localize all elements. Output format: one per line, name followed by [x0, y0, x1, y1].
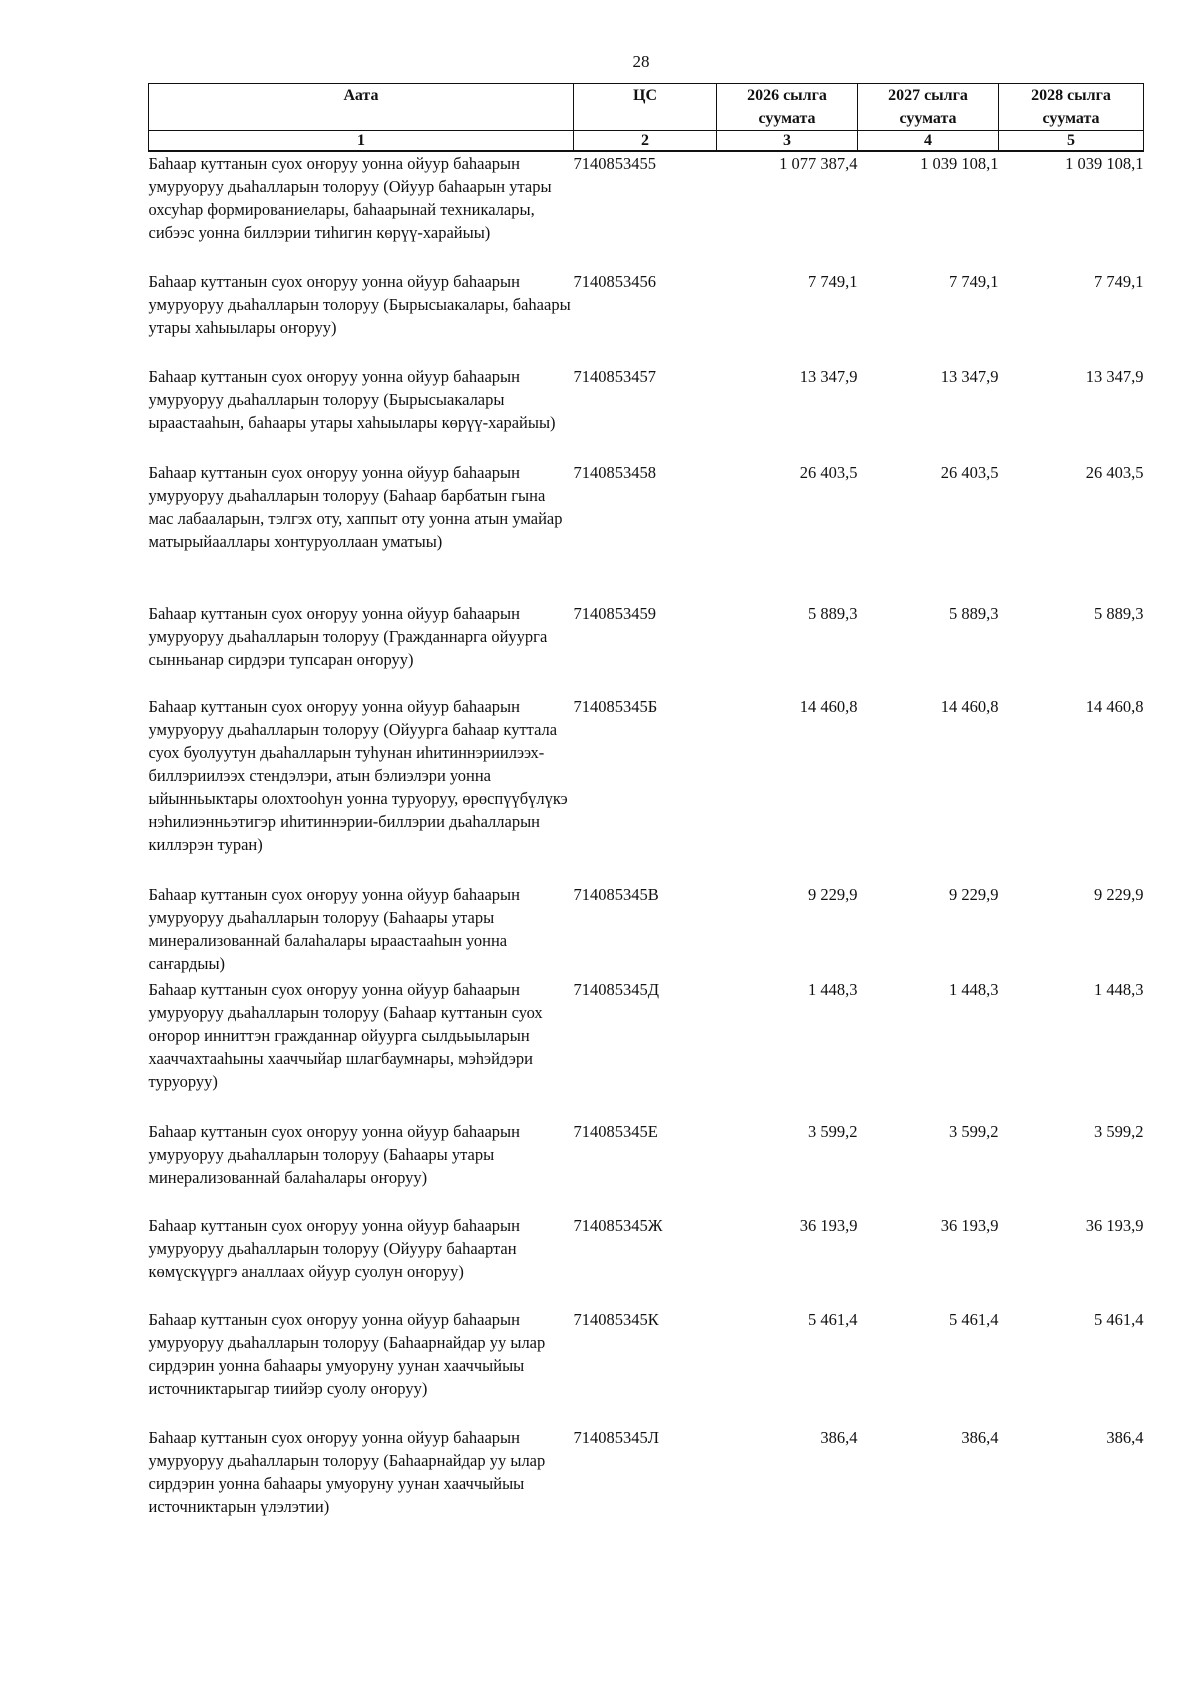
row-value-2027: 5 461,4 — [949, 1310, 999, 1329]
table-row — [149, 695, 1144, 883]
row-code: 7140853455 — [573, 154, 656, 173]
row-value-2028: 26 403,5 — [1085, 463, 1144, 482]
row-value-2027: 9 229,9 — [949, 885, 999, 904]
row-value-2028: 5 461,4 — [1094, 1310, 1144, 1329]
column-number: 2 — [574, 131, 717, 152]
table-row — [149, 1426, 1144, 1522]
row-code: 714085345К — [573, 1310, 659, 1329]
row-name: Баһаар куттанын суох оҥоруу уонна ойуур баһаарын умуруоруу дьаһалларын толоруу (Баһаарнайдар уу ылар сирдэрин уонна баһаары умуоруну уунан хааччыйыы источниктарын үлэлэтии) — [148, 1428, 546, 1516]
row-value-2027: 3 599,2 — [949, 1122, 999, 1141]
row-value-2026: 5 461,4 — [808, 1310, 858, 1329]
header-row — [149, 84, 1144, 131]
column-number-row — [149, 131, 1144, 152]
row-value-2027: 36 193,9 — [940, 1216, 999, 1235]
row-value-2028: 5 889,3 — [1094, 604, 1144, 623]
column-number: 5 — [999, 131, 1144, 152]
row-code: 7140853457 — [573, 367, 656, 386]
table-row — [149, 365, 1144, 461]
row-code: 714085345В — [573, 885, 659, 904]
row-value-2028: 13 347,9 — [1085, 367, 1144, 386]
row-value-2026: 13 347,9 — [799, 367, 858, 386]
row-value-2028: 9 229,9 — [1094, 885, 1144, 904]
row-name: Баһаар куттанын суох оҥоруу уонна ойуур баһаарын умуруоруу дьаһалларын толоруу (Бырысыакалары ыраастааһын, баһаары утары хаһыылары көрүү-харайыы) — [148, 367, 556, 432]
row-name: Баһаар куттанын суох оҥоруу уонна ойуур баһаарын умуруоруу дьаһалларын толоруу (Баһаары утары минерализованнай балаһалары оҥоруу) — [148, 1122, 520, 1187]
row-value-2027: 1 448,3 — [949, 980, 999, 999]
header-2028: 2028 сылга суумата — [999, 84, 1144, 131]
table-row — [149, 1120, 1144, 1214]
table-row — [149, 461, 1144, 602]
row-value-2028: 1 448,3 — [1094, 980, 1144, 999]
table-header — [149, 84, 1144, 152]
row-name: Баһаар куттанын суох оҥоруу уонна ойуур баһаарын умуруоруу дьаһалларын толоруу (Ойуурга баһаар куттала суох буолуутун дьаһалларын туһунан иһитиннэриилээх-биллэриилээх стендэлэри, атын бэлиэлэри уонна ыйынньыктары олохтооһун уонна туруоруу, өрөспүүбүлүкэ нэһилиэнньэтигэр иһитиннэрии-биллэрии дьаһалларын киллэрэн туран) — [148, 697, 568, 854]
row-value-2027: 14 460,8 — [940, 697, 999, 716]
row-value-2026: 36 193,9 — [799, 1216, 858, 1235]
row-value-2027: 386,4 — [961, 1428, 999, 1447]
header-2026: 2026 сылга суумата — [717, 84, 858, 131]
row-name: Баһаар куттанын суох оҥоруу уонна ойуур баһаарын умуруоруу дьаһалларын толоруу (Бырысыакалары, баһаары утары хаһыылары оҥоруу) — [148, 272, 571, 337]
column-number: 4 — [858, 131, 999, 152]
table-row — [149, 151, 1144, 270]
table-body — [149, 151, 1144, 1522]
page-number: 28 — [632, 52, 650, 71]
row-code: 714085345Ж — [573, 1216, 663, 1235]
row-code: 714085345Е — [573, 1122, 658, 1141]
header-2027: 2027 сылга суумата — [858, 84, 999, 131]
header-code: ЦС — [574, 84, 717, 131]
budget-table — [148, 83, 1144, 1522]
row-value-2026: 1 448,3 — [808, 980, 858, 999]
table-row — [149, 978, 1144, 1120]
row-value-2027: 7 749,1 — [949, 272, 999, 291]
row-code: 7140853458 — [573, 463, 656, 482]
row-name: Баһаар куттанын суох оҥоруу уонна ойуур баһаарын умуруоруу дьаһалларын толоруу (Гражданнарга ойуурга сынньанар сирдэри тупсаран оҥоруу) — [148, 604, 548, 669]
row-value-2028: 1 039 108,1 — [1065, 154, 1144, 173]
row-value-2028: 7 749,1 — [1094, 272, 1144, 291]
row-value-2026: 9 229,9 — [808, 885, 858, 904]
row-code: 7140853459 — [573, 604, 656, 623]
column-number: 3 — [717, 131, 858, 152]
row-name: Баһаар куттанын суох оҥоруу уонна ойуур баһаарын умуруоруу дьаһалларын толоруу (Баһаар куттанын суох оҥорор инниттэн гражданнар ойуурга сылдьыыларын хааччахтааһыны хааччыйар шлагбаумнары, мэһэйдэри туруоруу) — [148, 980, 543, 1091]
row-value-2028: 3 599,2 — [1094, 1122, 1144, 1141]
row-code: 714085345Д — [573, 980, 660, 999]
table-row — [149, 883, 1144, 978]
row-code: 7140853456 — [573, 272, 656, 291]
table-row — [149, 1308, 1144, 1426]
row-name: Баһаар куттанын суох оҥоруу уонна ойуур баһаарын умуруоруу дьаһалларын толоруу (Ойуур баһаарын утары охсуһар формированиелары, баһаарынай техникалары, сибээс уонна биллэрии тиһигин көрүү-харайыы) — [148, 154, 552, 242]
table-row — [149, 270, 1144, 365]
row-value-2026: 7 749,1 — [808, 272, 858, 291]
row-value-2026: 5 889,3 — [808, 604, 858, 623]
row-value-2026: 3 599,2 — [808, 1122, 858, 1141]
row-value-2028: 36 193,9 — [1085, 1216, 1144, 1235]
row-value-2026: 26 403,5 — [799, 463, 858, 482]
row-value-2026: 1 077 387,4 — [779, 154, 858, 173]
column-number: 1 — [149, 131, 574, 152]
table-row — [149, 602, 1144, 695]
row-value-2027: 13 347,9 — [940, 367, 999, 386]
row-value-2028: 386,4 — [1106, 1428, 1144, 1447]
table-row — [149, 1214, 1144, 1308]
row-name: Баһаар куттанын суох оҥоруу уонна ойуур баһаарын умуруоруу дьаһалларын толоруу (Ойууру баһаартан көмүскүүргэ аналлаах ойуур суолун оҥоруу) — [148, 1216, 520, 1281]
row-name: Баһаар куттанын суох оҥоруу уонна ойуур баһаарын умуруоруу дьаһалларын толоруу (Баһаар барбатын гына мас лабааларын, тэлгэх оту, хаппыт оту уонна атын умайар матырыйааллары хонтуруоллаан уматыы) — [148, 463, 563, 551]
row-code: 714085345Л — [573, 1428, 659, 1447]
row-name: Баһаар куттанын суох оҥоруу уонна ойуур баһаарын умуруоруу дьаһалларын толоруу (Баһаары утары минерализованнай балаһалары ыраастааһын уонна саҥардыы) — [148, 885, 520, 973]
header-name: Аата — [149, 84, 574, 131]
row-value-2028: 14 460,8 — [1085, 697, 1144, 716]
row-value-2027: 5 889,3 — [949, 604, 999, 623]
row-value-2027: 1 039 108,1 — [920, 154, 999, 173]
row-value-2027: 26 403,5 — [940, 463, 999, 482]
row-code: 714085345Б — [573, 697, 658, 716]
row-value-2026: 386,4 — [820, 1428, 858, 1447]
row-value-2026: 14 460,8 — [799, 697, 858, 716]
row-name: Баһаар куттанын суох оҥоруу уонна ойуур баһаарын умуруоруу дьаһалларын толоруу (Баһаарнайдар уу ылар сирдэрин уонна баһаары умуоруну уунан хааччыйыы источниктарыгар тиийэр суолу оҥоруу) — [148, 1310, 546, 1398]
